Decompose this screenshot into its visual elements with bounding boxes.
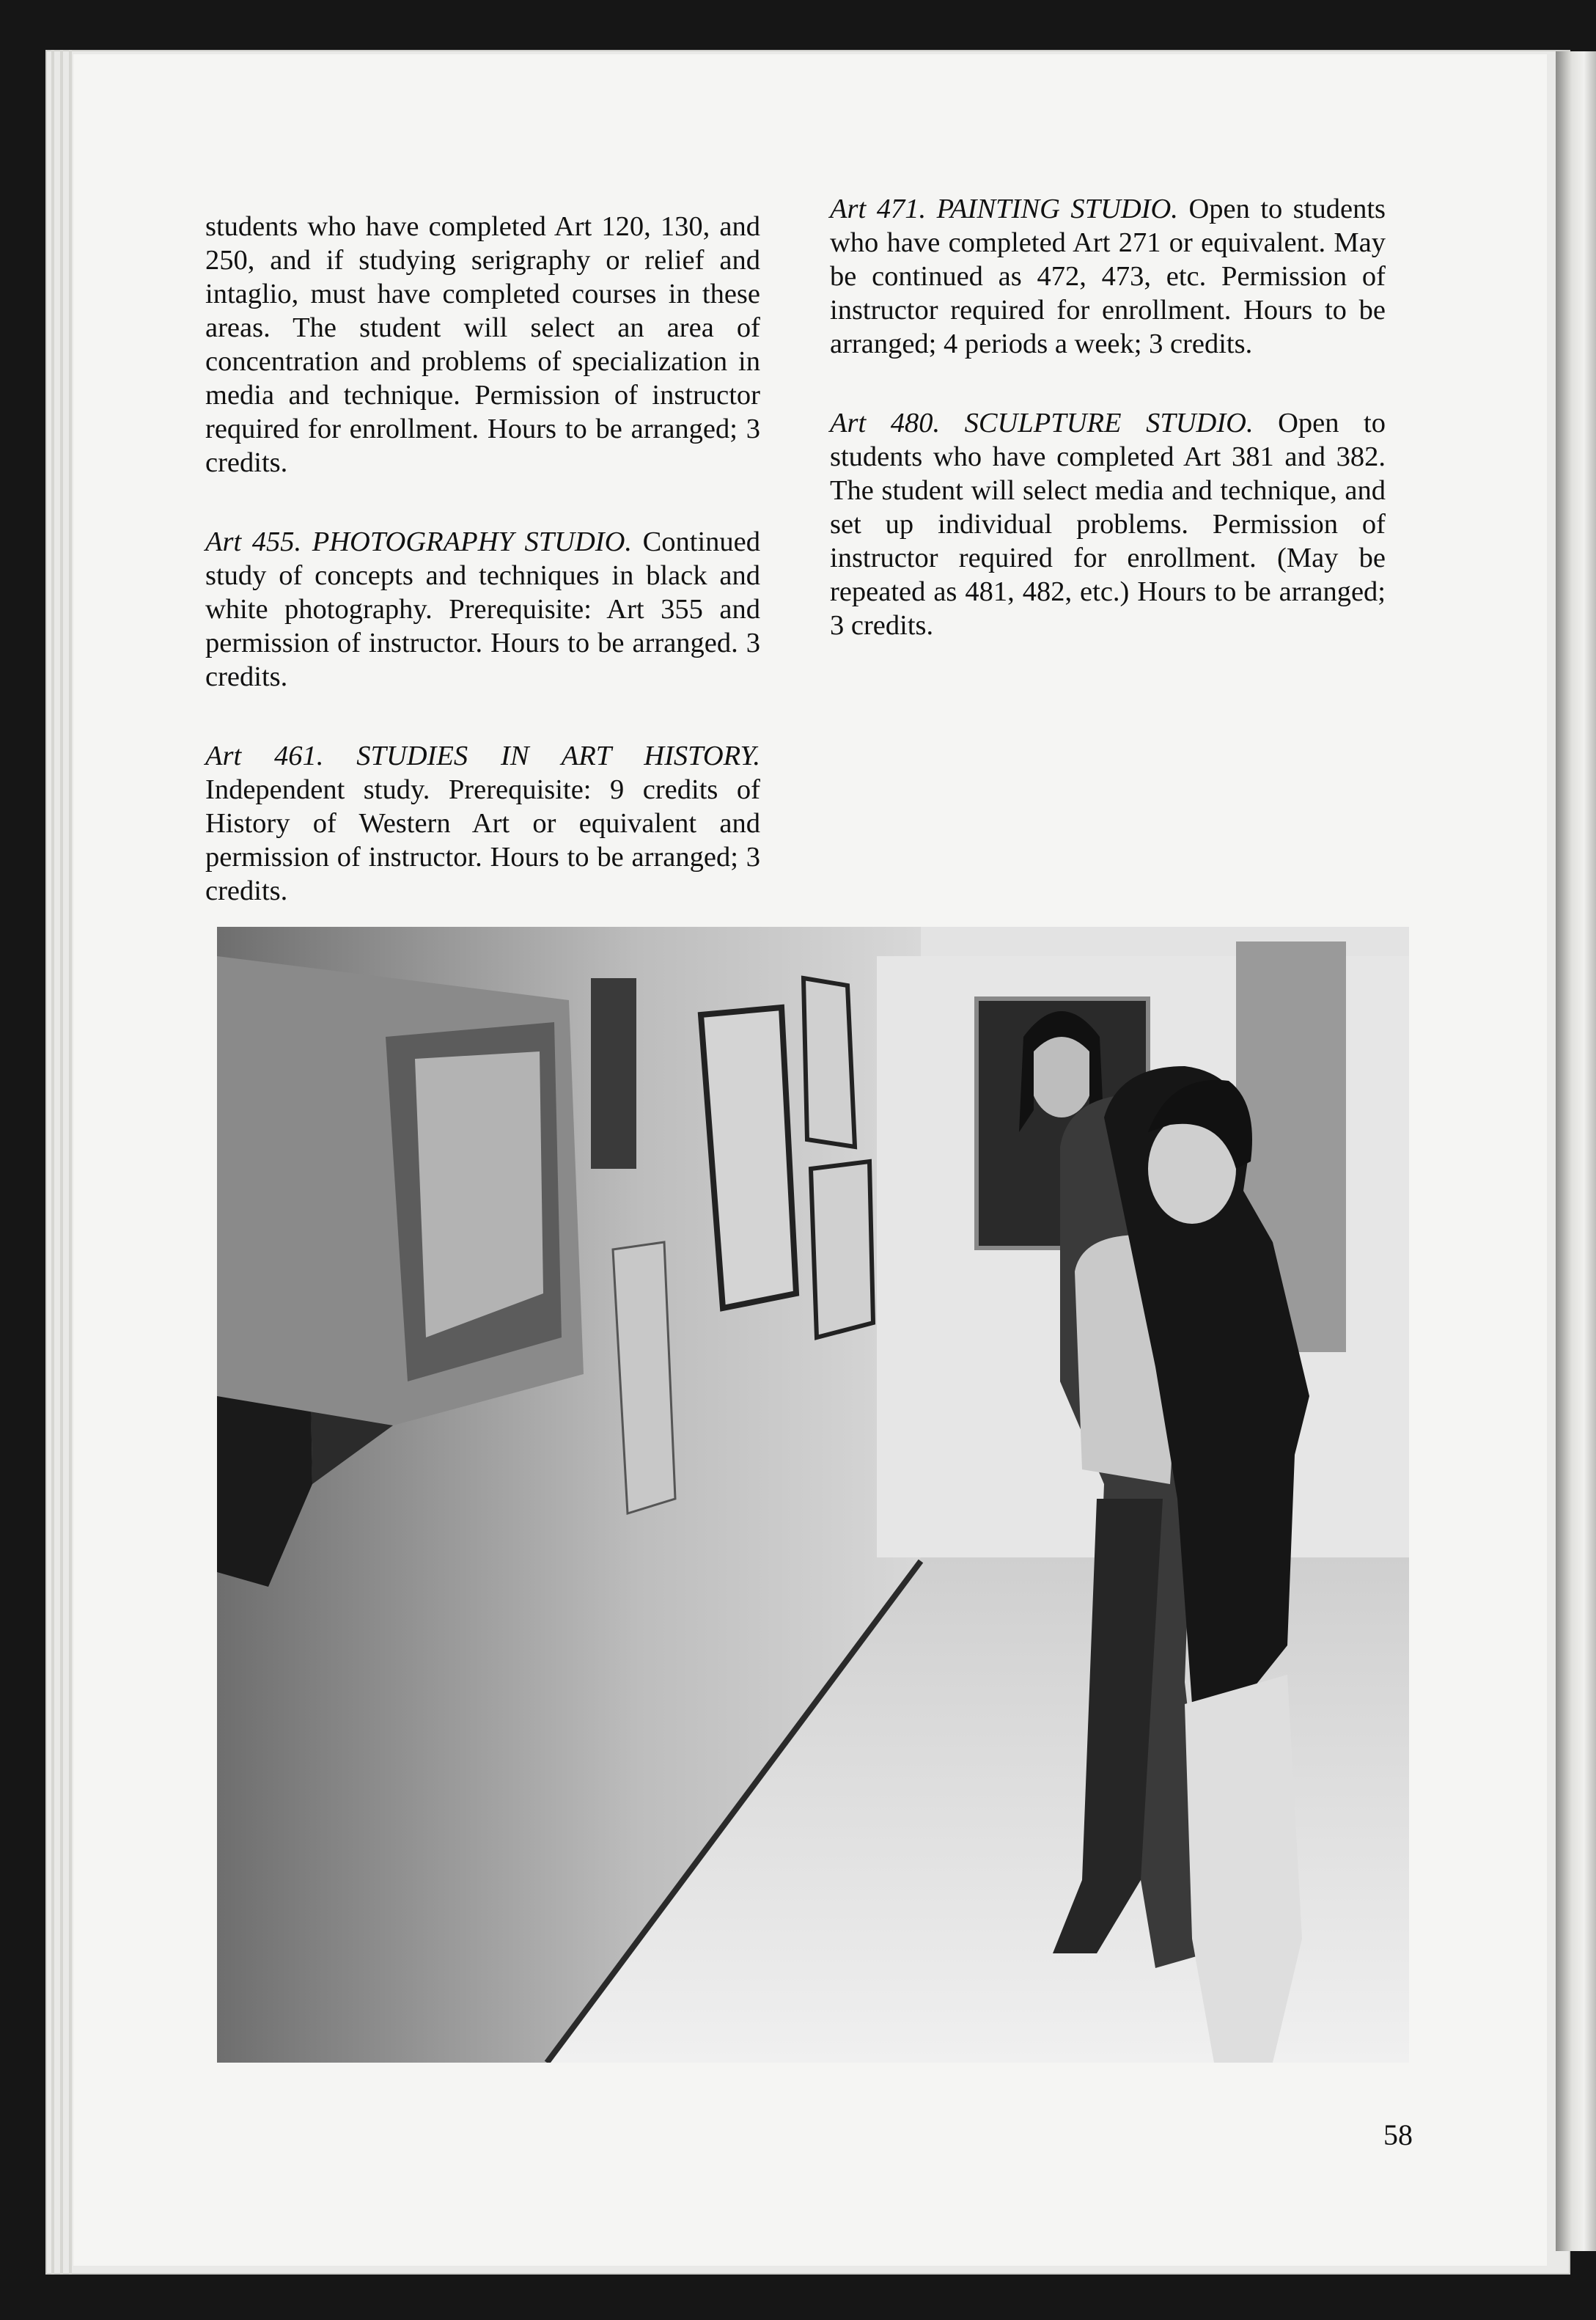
course-entry-art-455 — [205, 525, 760, 694]
facing-page-edge — [1556, 51, 1596, 2251]
page-edge — [60, 50, 63, 2275]
course-heading: Art 480. SCULPTURE STUDIO. — [830, 408, 1254, 438]
page-number: 58 — [1383, 2118, 1413, 2151]
course-description: Independent study. Prerequisite: 9 credits of History of Western Art or equivalent and permission of instructor. Hours to be arranged; 3 credits. — [205, 774, 760, 906]
course-entry-art-471 — [830, 192, 1386, 361]
gallery-photograph — [217, 927, 1409, 2063]
course-heading: Art 461. STUDIES IN ART HISTORY. — [205, 741, 760, 771]
left-text-column — [205, 210, 760, 953]
course-entry-art-461 — [205, 739, 760, 908]
course-description: Open to students who have completed Art 271 or equivalent. May be continued as 472, 473, etc. Permission of instructor required for enrollment. Hours to be arranged; 4 periods a week; 3 credits. — [830, 194, 1386, 359]
page-edge — [69, 50, 72, 2275]
continued-course-text: students who have completed Art 120, 130, and 250, and if studying serigraphy or relief and intaglio, must have completed courses in these areas. The student will select an area of concentration and problems of specialization in media and technique. Permission of instructor required for enrollment. Hours to be arranged; 3 credits. — [205, 211, 760, 478]
course-heading: Art 455. PHOTOGRAPHY STUDIO. — [205, 526, 633, 557]
right-text-column — [830, 192, 1386, 688]
course-description: Open to students who have completed Art 381 and 382. The student will select media and technique, and set up individual problems. Permission of instructor required for enrollment. (May be repeated as 481, 482, etc.) Hours to be arranged; 3 credits. — [830, 408, 1386, 641]
course-heading: Art 471. PAINTING STUDIO. — [830, 194, 1178, 224]
gallery-photo-image — [217, 927, 1409, 2063]
course-entry-art-480 — [830, 406, 1386, 642]
page-edge — [51, 50, 54, 2275]
course-description: Continued study of concepts and techniques in black and white photography. Prerequisite: Art 355 and permission of instructor. Hours to be arranged. 3 credits. — [205, 526, 761, 692]
